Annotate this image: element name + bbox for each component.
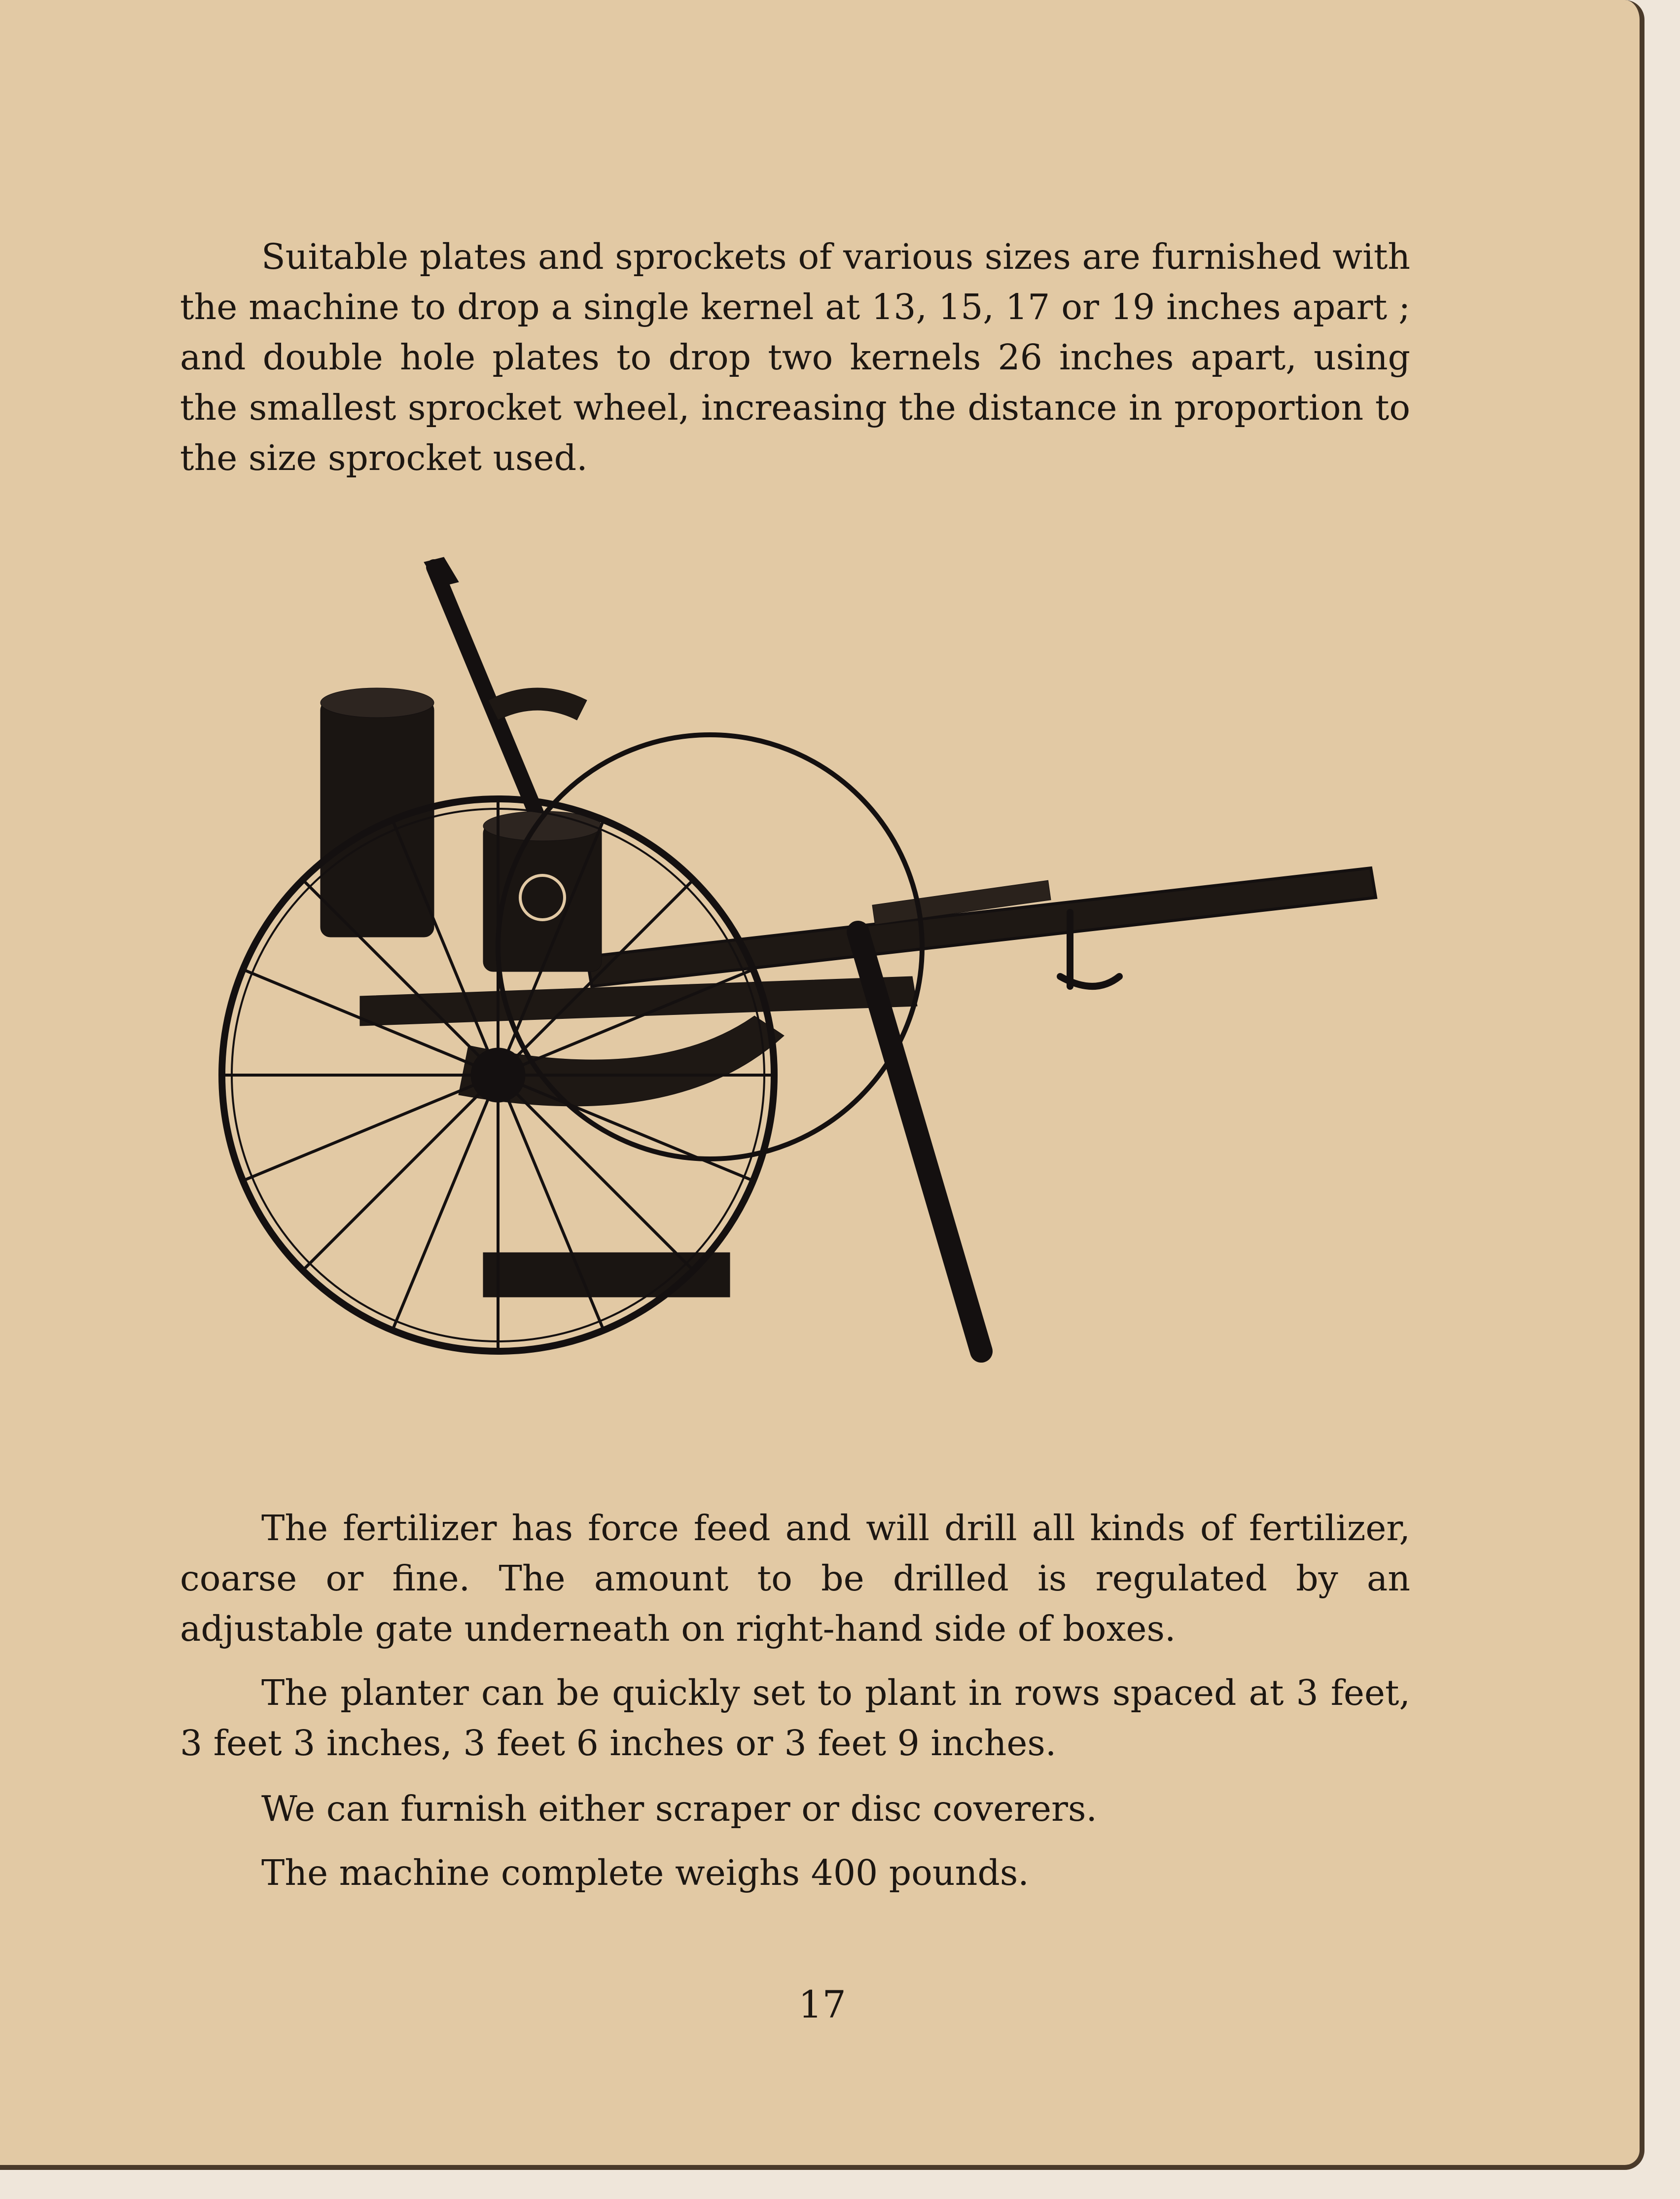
driver-seat [488, 688, 587, 720]
support-leg [858, 932, 981, 1351]
paragraph-coverers: We can furnish either scraper or disc coverers. [261, 1788, 1097, 1829]
paragraph-fertilizer: The fertilizer has force feed and will drill all kinds of fertilizer, coarse or fine. The amount to be drilled is regulated by an adjustable gate underneath on right-hand side of boxes. [180, 1508, 1410, 1649]
page-number: 17 [798, 1983, 846, 2026]
corn-planter-illustration [212, 552, 1386, 1386]
fertilizer-box [483, 824, 602, 972]
main-wheel [222, 799, 774, 1351]
paragraph-row-spacing: The planter can be quickly set to plant in rows spaced at 3 feet, 3 feet 3 inches, 3 feet 6 inches or 3 feet 9 inches. [180, 1672, 1410, 1764]
planter-tongue [587, 868, 1376, 986]
left-seed-hopper [321, 700, 434, 937]
paragraph-weight: The machine complete weighs 400 pounds. [261, 1852, 1029, 1893]
paragraph-plates-sprockets: Suitable plates and sprockets of various sizes are furnished with the machine to drop a single kernel at 13, 15, 17 or 19 inches apart ; and double hole plates to drop two kernels 26 inches apart, using the smallest sprocket wheel, increasing the distance in proportion to the size sprocket used. [180, 236, 1410, 478]
